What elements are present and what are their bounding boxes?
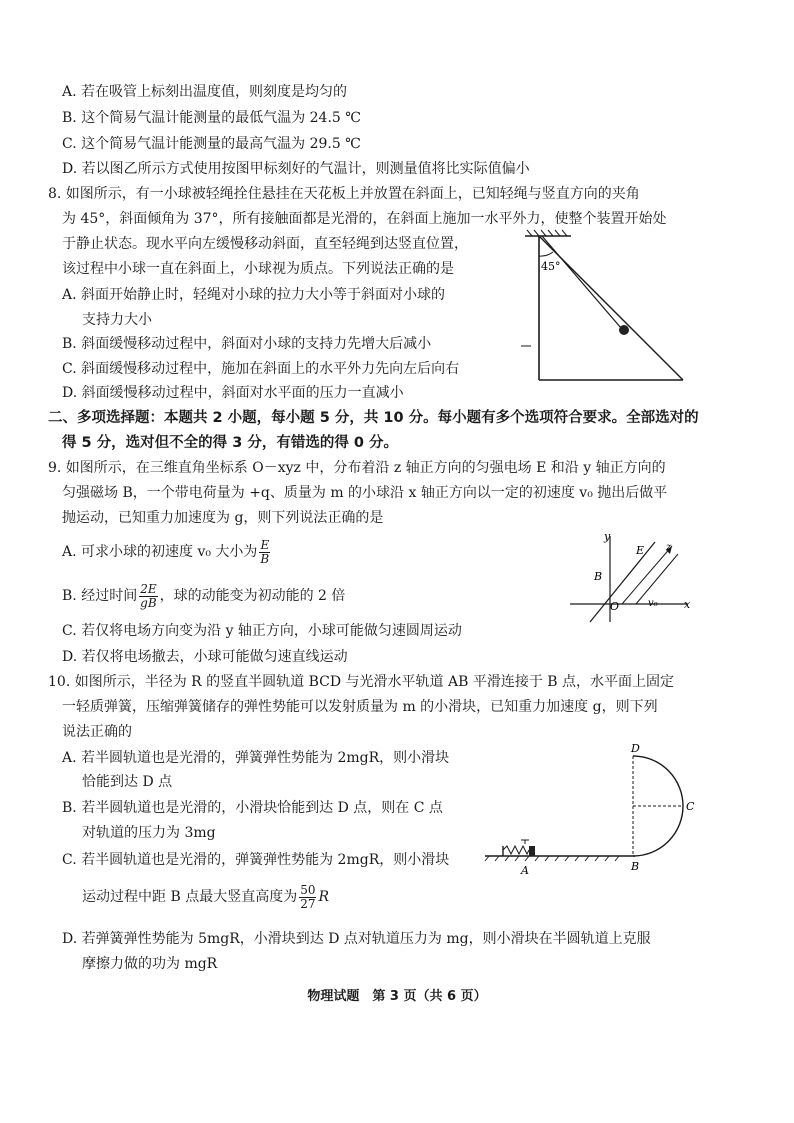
q9-label-x: x [684,598,691,611]
q10-stem-line-1: 10. 如图所示，半径为 R 的竖直半圆轨道 BCD 与光滑水平轨道 AB 平滑连接于 B 点，水平面上固定 [48,674,675,690]
q7-option-c: C. 这个简易气温计能测量的最高气温为 29.5 ℃ [62,136,361,152]
fraction-denominator: 27 [300,896,316,911]
q10-option-d-cont: 摩擦力做的功为 mgR [82,956,218,972]
q8-option-d: D. 斜面缓慢移动过程中，斜面对水平面的压力一直减小 [62,385,404,401]
q9-option-a-fraction [259,539,270,566]
q9-label-y: y [604,530,611,543]
q9-stem-line-2: 匀强磁场 B，一个带电荷量为 +q、质量为 m 的小球沿 x 轴正方向以一定的初速度 v₀ 抛出后做平 [62,485,668,501]
q8-stem-line-3: 于静止状态。现水平向左缓慢移动斜面，直至轻绳到达竖直位置， [62,236,468,252]
q10-label-b: B [631,860,640,873]
q10-label-d: D [631,742,640,755]
q9-label-b: B [594,570,603,583]
q10-option-d: D. 若弹簧弹性势能为 5mgR，小滑块到达 D 点对轨道压力为 mg，则小滑块在半圆轨道上克服 [62,931,651,947]
q10-option-c: C. 若半圆轨道也是光滑的，弹簧弹性势能为 2mgR，则小滑块 [62,852,450,868]
q9-option-b-suffix: ，球的动能变为初动能的 2 倍 [159,588,346,604]
q10-option-c-fraction [299,884,316,911]
q10-option-c-cont [82,882,329,912]
fraction-denominator: gB [140,595,157,610]
q10-option-b-cont: 对轨道的压力为 3mg [82,825,216,841]
q7-option-a: A. 若在吸管上标刻出温度值，则刻度是均匀的 [62,84,348,100]
q9-stem-line-1: 9. 如图所示，在三维直角坐标系 O－xyz 中，分布着沿 z 轴正方向的匀强电场 E 和沿 y 轴正方向的 [48,460,666,476]
q8-angle-label: 45° [541,260,561,273]
q9-label-e: E [636,544,645,557]
q7-option-d: D. 若以图乙所示方式使用按图甲标刻好的气温计，则测量值将比实际值偏小 [62,161,530,177]
q9-axes-figure [560,528,700,628]
fraction-denominator: B [260,551,270,566]
q9-option-a-text: A. 可求小球的初速度 v₀ 大小为 [62,544,258,560]
q8-option-b: B. 斜面缓慢移动过程中，斜面对小球的支持力先增大后减小 [62,336,432,352]
q10-track-figure [485,742,710,880]
fraction-numerator: 50 [300,882,316,897]
q10-stem-line-3: 说法正确的 [62,724,132,740]
q10-label-c: C [686,800,695,813]
q9-option-c: C. 若仅将电场方向变为沿 y 轴正方向，小球可能做匀速圆周运动 [62,623,462,639]
q9-option-b-text: B. 经过时间 [62,588,138,604]
q9-option-d: D. 若仅将电场撤去，小球可能做匀速直线运动 [62,649,348,665]
q8-option-a: A. 斜面开始静止时，轻绳对小球的拉力大小等于斜面对小球的 [62,287,446,303]
section-2-title-line-1: 二、多项选择题：本题共 2 小题，每小题 5 分，共 10 分。每小题有多个选项符合要求。全部选对的 [48,410,699,426]
q10-option-a-cont: 恰能到达 D 点 [82,774,173,790]
q7-option-b: B. 这个简易气温计能测量的最低气温为 24.5 ℃ [62,110,361,126]
q9-stem-line-3: 抛运动，已知重力加速度为 g，则下列说法正确的是 [62,510,384,526]
q9-option-a [62,538,272,566]
q10-label-a: A [521,864,529,877]
q8-option-a-cont: 支持力大小 [82,312,152,328]
q10-option-a: A. 若半圆轨道也是光滑的，弹簧弹性势能为 2mgR，则小滑块 [62,750,450,766]
fraction-numerator: E [260,537,270,552]
q9-label-origin: O [610,600,620,613]
q9-label-v0: v₀ [648,598,658,609]
section-2-title-line-2: 得 5 分，选对但不全的得 3 分，有错选的得 0 分。 [62,435,399,451]
page-footer: 物理试题 第 3 页（共 6 页） [307,989,487,1004]
q10-option-c-text: 运动过程中距 B 点最大竖直高度为 [82,889,298,905]
q10-option-c-suffix: R [318,889,330,905]
fraction-numerator: 2E [140,581,157,596]
q8-stem-line-1: 8. 如图所示，有一小球被轻绳拴住悬挂在天花板上并放置在斜面上，已知轻绳与竖直方向的夹角 [48,186,640,202]
q9-option-b-fraction [139,583,157,610]
q9-label-z: z [666,542,672,553]
q8-option-c: C. 斜面缓慢移动过程中，施加在斜面上的水平外力先向左后向右 [62,361,460,377]
q8-stem-line-4: 该过程中小球一直在斜面上，小球视为质点。下列说法正确的是 [62,261,454,277]
q10-stem-line-2: 一轻质弹簧，压缩弹簧储存的弹性势能可以发射质量为 m 的小滑块，已知重力加速度 g，则下列 [62,699,658,715]
q10-option-b: B. 若半圆轨道也是光滑的，小滑块恰能到达 D 点，则在 C 点 [62,800,443,816]
q9-option-b [62,582,345,610]
q8-incline-figure [515,228,695,388]
q8-stem-line-2: 为 45°，斜面倾角为 37°，所有接触面都是光滑的，在斜面上施加一水平外力，使整个装置开始处 [62,211,667,227]
